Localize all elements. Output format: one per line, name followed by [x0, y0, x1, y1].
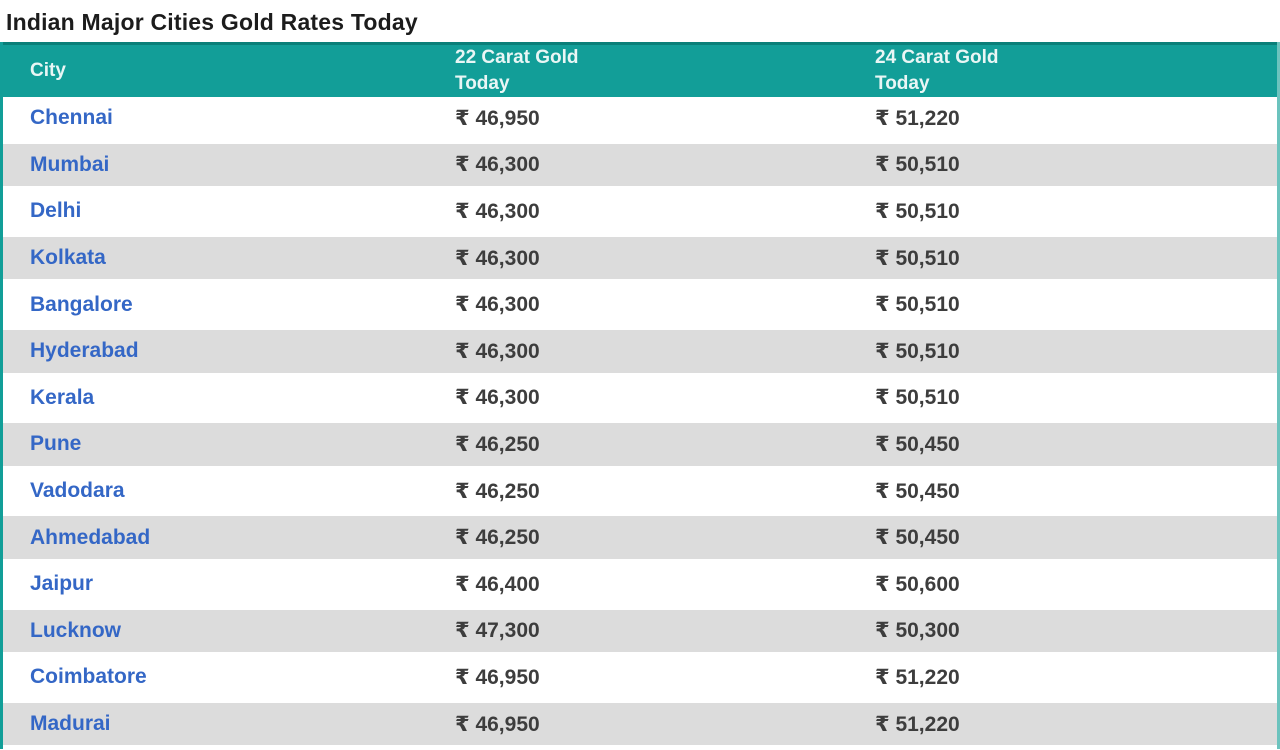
- rate-22-cell: ₹ 46,950: [455, 703, 875, 750]
- city-link[interactable]: Ahmedabad: [30, 525, 151, 549]
- city-cell: [3, 656, 455, 703]
- city-link[interactable]: Hyderabad: [30, 339, 139, 363]
- city-cell: [3, 423, 455, 470]
- rate-24-cell: ₹ 50,510: [875, 377, 1277, 424]
- rate-22-cell: ₹ 46,300: [455, 144, 875, 191]
- city-link[interactable]: Jaipur: [30, 572, 94, 596]
- rate-24-cell: ₹ 51,220: [875, 703, 1277, 750]
- rate-22-cell: ₹ 46,250: [455, 423, 875, 470]
- column-header-24-carat: 24 Carat Gold Today: [875, 42, 1277, 97]
- table-row: [3, 610, 1277, 657]
- table-row: [3, 237, 1277, 284]
- rate-24-cell: ₹ 50,450: [875, 516, 1277, 563]
- city-cell: [3, 237, 455, 284]
- city-link[interactable]: Delhi: [30, 199, 82, 223]
- city-cell: [3, 190, 455, 237]
- column-header-22-carat: 22 Carat Gold Today: [455, 42, 875, 97]
- rate-24-cell: ₹ 50,450: [875, 423, 1277, 470]
- rate-24-cell: ₹ 50,600: [875, 563, 1277, 610]
- city-cell: [3, 330, 455, 377]
- city-cell: [3, 703, 455, 750]
- rate-22-cell: ₹ 46,300: [455, 377, 875, 424]
- city-link[interactable]: Madurai: [30, 712, 111, 736]
- table-row: [3, 423, 1277, 470]
- page-title: Indian Major Cities Gold Rates Today: [6, 9, 418, 35]
- rate-24-cell: ₹ 50,510: [875, 237, 1277, 284]
- column-header-city: City: [3, 42, 455, 97]
- rate-24-cell: ₹ 51,220: [875, 656, 1277, 703]
- table-row: [3, 283, 1277, 330]
- city-cell: [3, 610, 455, 657]
- city-link[interactable]: Bangalore: [30, 292, 133, 316]
- city-link[interactable]: Chennai: [30, 106, 113, 130]
- city-cell: [3, 470, 455, 517]
- table-row: [3, 470, 1277, 517]
- rate-24-cell: ₹ 51,220: [875, 97, 1277, 144]
- rate-22-cell: ₹ 47,300: [455, 610, 875, 657]
- table-row: [3, 516, 1277, 563]
- rate-24-cell: ₹ 50,510: [875, 190, 1277, 237]
- city-link[interactable]: Kerala: [30, 385, 95, 409]
- rate-22-cell: ₹ 46,950: [455, 656, 875, 703]
- city-link[interactable]: Mumbai: [30, 152, 110, 176]
- table-row: [3, 656, 1277, 703]
- rate-24-cell: ₹ 50,450: [875, 470, 1277, 517]
- table-row: [3, 563, 1277, 610]
- city-link[interactable]: Lucknow: [30, 618, 122, 642]
- table-row: [3, 190, 1277, 237]
- rate-22-cell: ₹ 46,300: [455, 237, 875, 284]
- rate-22-cell: ₹ 46,300: [455, 283, 875, 330]
- table-row: [3, 330, 1277, 377]
- table-row: [3, 144, 1277, 191]
- rate-24-cell: ₹ 50,510: [875, 283, 1277, 330]
- rate-24-cell: ₹ 50,510: [875, 144, 1277, 191]
- table-row: [3, 377, 1277, 424]
- rate-22-cell: ₹ 46,950: [455, 97, 875, 144]
- city-cell: [3, 283, 455, 330]
- city-cell: [3, 563, 455, 610]
- rate-22-cell: ₹ 46,300: [455, 330, 875, 377]
- gold-rates-table: [0, 42, 1280, 749]
- city-cell: [3, 377, 455, 424]
- city-cell: [3, 516, 455, 563]
- city-link[interactable]: Kolkata: [30, 246, 106, 270]
- table-row: [3, 703, 1277, 750]
- rate-22-cell: ₹ 46,400: [455, 563, 875, 610]
- rate-22-cell: ₹ 46,300: [455, 190, 875, 237]
- city-cell: [3, 144, 455, 191]
- table-header-row: [3, 42, 1277, 97]
- city-link[interactable]: Vadodara: [30, 479, 125, 503]
- rate-24-cell: ₹ 50,510: [875, 330, 1277, 377]
- rate-22-cell: ₹ 46,250: [455, 516, 875, 563]
- city-link[interactable]: Pune: [30, 432, 82, 456]
- city-link[interactable]: Coimbatore: [30, 665, 147, 689]
- table-row: [3, 97, 1277, 144]
- rate-24-cell: ₹ 50,300: [875, 610, 1277, 657]
- city-cell: [3, 97, 455, 144]
- rate-22-cell: ₹ 46,250: [455, 470, 875, 517]
